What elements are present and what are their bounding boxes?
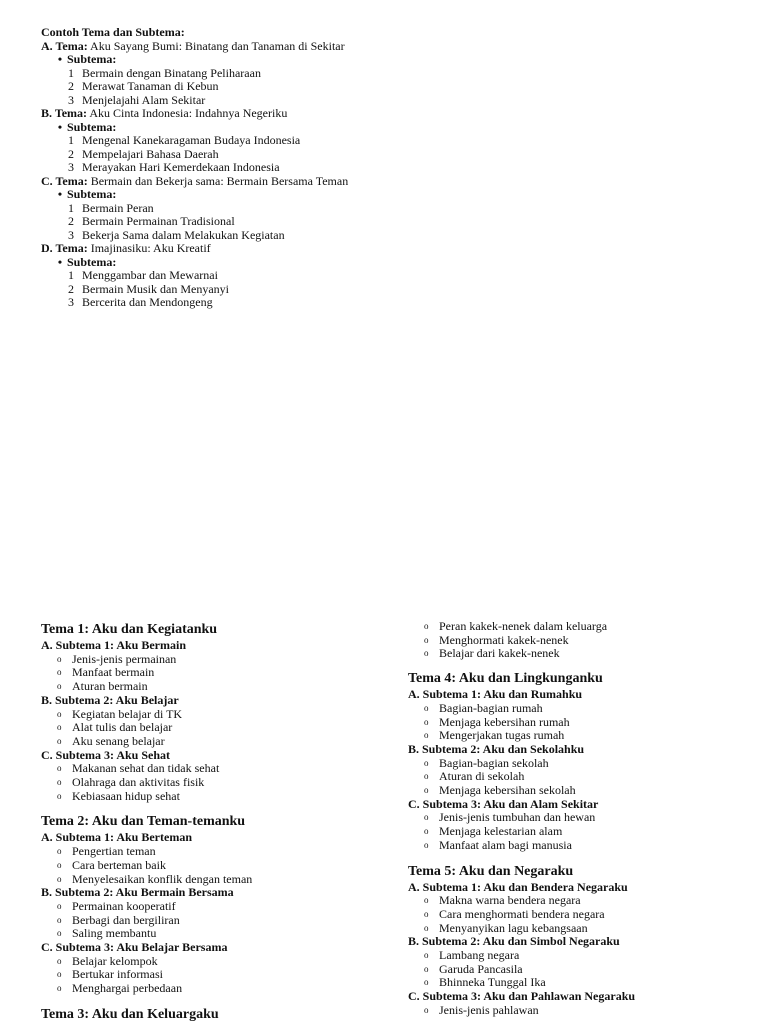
circle-bullet-icon: o bbox=[424, 977, 429, 988]
circle-bullet-icon: o bbox=[424, 771, 429, 782]
circle-bullet-icon: o bbox=[424, 839, 429, 850]
list-item: o Jenis-jenis tumbuhan dan hewan bbox=[424, 810, 596, 825]
circle-bullet-icon: o bbox=[57, 873, 62, 884]
theme-title: Aku Sayang Bumi: Binatang dan Tanaman di Sekitar bbox=[90, 38, 345, 53]
tema-title: Tema 4: Aku dan Lingkunganku bbox=[408, 671, 603, 687]
list-item: 1 Mengenal Kanekaragaman Budaya Indonesia bbox=[68, 133, 301, 147]
list-item: o Menjaga kebersihan rumah bbox=[424, 714, 570, 729]
list-item: o Makna warna bendera negara bbox=[424, 893, 581, 908]
tema-title: Tema 5: Aku dan Negaraku bbox=[408, 863, 574, 879]
subtema-title: B. Subtema 2: Aku Belajar bbox=[41, 692, 179, 707]
subtema-label: • Subtema: bbox=[41, 188, 401, 202]
circle-bullet-icon: o bbox=[424, 785, 429, 796]
list-item: o Cara menghormati bendera negara bbox=[424, 906, 605, 921]
theme-outline bbox=[41, 26, 401, 310]
tema-section bbox=[408, 864, 748, 1018]
list-item: o Saling membantu bbox=[57, 926, 157, 941]
list-item: o Menghormati kakek-nenek bbox=[424, 632, 569, 647]
subtema-label: • Subtema: bbox=[41, 121, 401, 135]
circle-bullet-icon: o bbox=[57, 914, 62, 925]
list-item: 2 Bermain Musik dan Menyanyi bbox=[68, 281, 229, 296]
subtema-title: C. Subtema 3: Aku dan Alam Sekitar bbox=[408, 796, 599, 811]
continued-list bbox=[408, 620, 748, 661]
circle-bullet-icon: o bbox=[57, 846, 62, 857]
list-item: 1 Bermain dengan Binatang Peliharaan bbox=[68, 65, 261, 80]
list-item: 3 Merayakan Hari Kemerdekaan Indonesia bbox=[68, 160, 280, 174]
list-item: 3 Menjelajahi Alam Sekitar bbox=[68, 92, 206, 107]
circle-bullet-icon: o bbox=[57, 708, 62, 719]
list-item: 1 Bermain Peran bbox=[68, 200, 154, 215]
circle-bullet-icon: o bbox=[424, 826, 429, 837]
subtema-title: C. Subtema 3: Aku Belajar Bersama bbox=[41, 940, 228, 955]
circle-bullet-icon: o bbox=[57, 955, 62, 966]
tema-section bbox=[41, 622, 381, 803]
left-column bbox=[41, 622, 381, 1024]
tema-title: Tema 3: Aku dan Keluargaku bbox=[41, 1006, 219, 1022]
list-item: 2 Bermain Permainan Tradisional bbox=[68, 214, 235, 228]
circle-bullet-icon: o bbox=[57, 653, 62, 664]
list-item: 2 Merawat Tanaman di Kebun bbox=[68, 79, 219, 93]
subtema-label: • Subtema: bbox=[41, 256, 401, 270]
circle-bullet-icon: o bbox=[424, 757, 429, 768]
list-item: 3 Bekerja Sama dalam Melakukan Kegiatan bbox=[68, 227, 285, 242]
circle-bullet-icon: o bbox=[424, 1004, 429, 1015]
list-item: o Aku senang belajar bbox=[57, 733, 165, 748]
circle-bullet-icon: o bbox=[57, 859, 62, 870]
theme-title: Bermain dan Bekerja sama: Bermain Bersama Teman bbox=[90, 173, 349, 188]
subtema-title: A. Subtema 1: Aku Berteman bbox=[41, 830, 193, 845]
theme-letter: C. bbox=[41, 173, 53, 188]
bullet-icon: • bbox=[57, 187, 63, 201]
theme-title: Aku Cinta Indonesia: Indahnya Negeriku bbox=[89, 106, 288, 120]
circle-bullet-icon: o bbox=[424, 730, 429, 741]
list-item: o Cara berteman baik bbox=[57, 857, 166, 872]
list-item: o Menyelesaikan konflik dengan teman bbox=[57, 871, 253, 886]
outline-theme-a bbox=[41, 40, 401, 54]
list-item: 1 Menggambar dan Mewarnai bbox=[68, 268, 218, 282]
theme-letter: A. bbox=[41, 38, 53, 53]
subtema-title: A. Subtema 1: Aku Bermain bbox=[41, 638, 187, 652]
subtema-title: B. Subtema 2: Aku Bermain Bersama bbox=[41, 885, 234, 900]
list-item: o Menjaga kelestarian alam bbox=[424, 824, 563, 839]
circle-bullet-icon: o bbox=[57, 763, 62, 774]
subtema-label: • Subtema: bbox=[41, 53, 401, 67]
theme-prefix: Tema: bbox=[55, 38, 88, 53]
circle-bullet-icon: o bbox=[424, 895, 429, 906]
list-item: o Jenis-jenis permainan bbox=[57, 651, 177, 666]
circle-bullet-icon: o bbox=[57, 722, 62, 733]
list-item: o Pengertian teman bbox=[57, 844, 156, 859]
list-item: o Mengerjakan tugas rumah bbox=[424, 728, 565, 743]
theme-prefix: Tema: bbox=[54, 106, 88, 120]
tema-section bbox=[41, 1007, 381, 1023]
list-item: o Belajar kelompok bbox=[57, 953, 158, 968]
circle-bullet-icon: o bbox=[424, 621, 429, 631]
list-item: o Menjaga kebersihan sekolah bbox=[424, 783, 576, 798]
bullet-icon: • bbox=[57, 254, 63, 269]
list-item: o Kegiatan belajar di TK bbox=[57, 706, 183, 721]
theme-prefix: Tema: bbox=[55, 241, 88, 255]
subtema-title: A. Subtema 1: Aku dan Rumahku bbox=[408, 687, 583, 702]
outline-theme-c bbox=[41, 175, 401, 189]
circle-bullet-icon: o bbox=[424, 716, 429, 727]
list-item: o Alat tulis dan belajar bbox=[57, 720, 173, 735]
circle-bullet-icon: o bbox=[57, 969, 62, 980]
circle-bullet-icon: o bbox=[424, 702, 429, 713]
list-item: o Peran kakek-nenek dalam keluarga bbox=[424, 619, 608, 633]
subtema-title: B. Subtema 2: Aku dan Simbol Negaraku bbox=[408, 934, 620, 949]
list-item: o Lambang negara bbox=[424, 948, 520, 963]
circle-bullet-icon: o bbox=[57, 681, 62, 692]
list-item: o Menghargai perbedaan bbox=[57, 981, 183, 996]
subtema-title: C. Subtema 3: Aku Sehat bbox=[41, 747, 171, 762]
list-item: 3 Bercerita dan Mendongeng bbox=[68, 295, 213, 309]
circle-bullet-icon: o bbox=[424, 908, 429, 919]
list-item: o Bhinneka Tunggal Ika bbox=[424, 975, 546, 990]
circle-bullet-icon: o bbox=[57, 667, 62, 678]
tema-section bbox=[41, 814, 381, 995]
subtema-title: A. Subtema 1: Aku dan Bendera Negaraku bbox=[408, 879, 628, 894]
list-item: o Aturan bermain bbox=[57, 679, 148, 694]
list-item: 2 Mempelajari Bahasa Daerah bbox=[68, 146, 219, 161]
subtema-title: B. Subtema 2: Aku dan Sekolahku bbox=[408, 741, 585, 756]
outline-heading: Contoh Tema dan Subtema: bbox=[41, 25, 185, 39]
tema-section bbox=[408, 671, 748, 852]
outline-theme-b bbox=[41, 107, 401, 121]
circle-bullet-icon: o bbox=[57, 900, 62, 911]
theme-prefix: Tema: bbox=[55, 173, 88, 188]
right-column bbox=[408, 620, 748, 1024]
theme-letter: B. bbox=[41, 106, 53, 120]
list-item: o Kebiasaan hidup sehat bbox=[57, 788, 180, 803]
list-item: o Berbagi dan bergiliran bbox=[57, 912, 180, 927]
list-item: o Jenis-jenis pahlawan bbox=[424, 1002, 539, 1017]
list-item: o Bagian-bagian rumah bbox=[424, 700, 543, 715]
list-item: o Belajar dari kakek-nenek bbox=[424, 646, 560, 661]
list-item: o Bagian-bagian sekolah bbox=[424, 755, 549, 770]
circle-bullet-icon: o bbox=[57, 928, 62, 939]
circle-bullet-icon: o bbox=[424, 922, 429, 933]
tema-title: Tema 2: Aku dan Teman-temanku bbox=[41, 814, 246, 830]
list-item: o Permainan kooperatif bbox=[57, 898, 176, 913]
list-item: o Bertukar informasi bbox=[57, 967, 163, 982]
bullet-icon: • bbox=[57, 52, 63, 66]
tema-title: Tema 1: Aku dan Kegiatanku bbox=[41, 622, 218, 637]
circle-bullet-icon: o bbox=[57, 983, 62, 994]
circle-bullet-icon: o bbox=[424, 634, 429, 645]
subtema-title: C. Subtema 3: Aku dan Pahlawan Negaraku bbox=[408, 989, 636, 1004]
theme-title: Imajinasiku: Aku Kreatif bbox=[90, 241, 211, 255]
list-item: o Olahraga dan aktivitas fisik bbox=[57, 775, 205, 790]
bullet-icon: • bbox=[57, 119, 63, 134]
theme-letter: D. bbox=[41, 241, 53, 255]
circle-bullet-icon: o bbox=[424, 812, 429, 823]
list-item: o Manfaat bermain bbox=[57, 665, 155, 680]
circle-bullet-icon: o bbox=[57, 790, 62, 801]
circle-bullet-icon: o bbox=[57, 777, 62, 788]
list-item: o Manfaat alam bagi manusia bbox=[424, 837, 572, 852]
list-item: o Garuda Pancasila bbox=[424, 961, 523, 976]
circle-bullet-icon: o bbox=[424, 963, 429, 974]
circle-bullet-icon: o bbox=[57, 735, 62, 746]
list-item: o Menyanyikan lagu kebangsaan bbox=[424, 920, 588, 935]
circle-bullet-icon: o bbox=[424, 950, 429, 961]
list-item: o Makanan sehat dan tidak sehat bbox=[57, 761, 220, 776]
list-item: o Aturan di sekolah bbox=[424, 769, 525, 784]
outline-theme-d bbox=[41, 242, 401, 256]
circle-bullet-icon: o bbox=[424, 648, 429, 659]
